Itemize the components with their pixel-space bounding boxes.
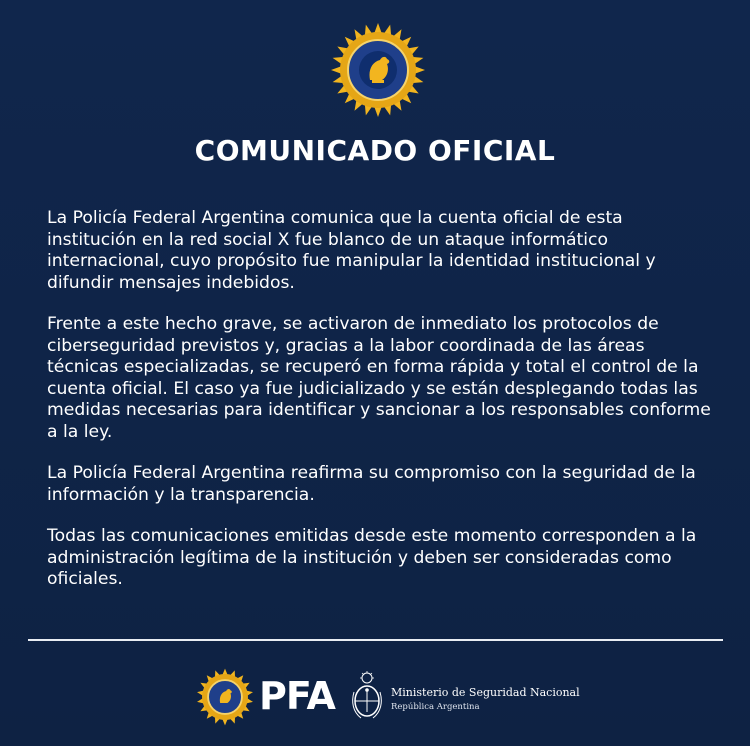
- paragraph: La Policía Federal Argentina comunica que la cuenta oficial de esta institución en la red social X fue blanco de un ataque informático internacional, cuyo propósito fue manipular la identidad institucional y difundir mensajes indebidos.: [47, 208, 656, 293]
- pfa-logotype: PFA: [259, 674, 335, 718]
- ministry-country: República Argentina: [391, 702, 480, 712]
- paragraph: Todas las comunicaciones emitidas desde este momento corresponden a la administración legítima de la institución y deben ser consideradas como oficiales.: [47, 526, 697, 589]
- pfa-badge-small-icon: [196, 668, 254, 726]
- page-title: COMUNICADO OFICIAL: [194, 134, 556, 167]
- pfa-badge-icon: [330, 22, 426, 118]
- footer-divider: [28, 639, 723, 641]
- paragraph: Frente a este hecho grave, se activaron de inmediato los protocolos de ciberseguridad previstos y, gracias a la labor coordinada de las áreas técnicas especializadas, se recuperó en forma rápida y total el control de la cuenta oficial. El caso ya fue judicializado y se están desplegando todas las medidas necesarias para identificar y sancionar a los responsables conforme a la ley.: [47, 314, 711, 442]
- communique-body: [47, 208, 715, 611]
- paragraph: La Policía Federal Argentina reafirma su compromiso con la seguridad de la información y la transparencia.: [47, 463, 696, 505]
- ministry-name: Ministerio de Seguridad Nacional: [391, 686, 580, 699]
- national-coat-of-arms-icon: [351, 670, 383, 724]
